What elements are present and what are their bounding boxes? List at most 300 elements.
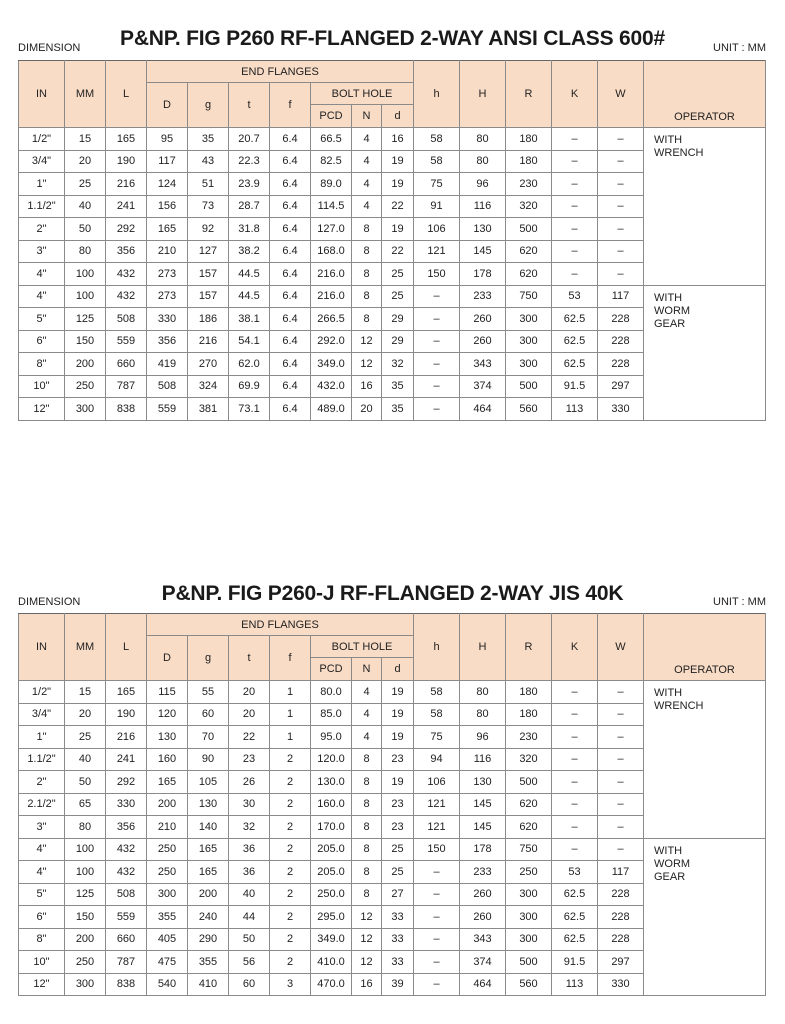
table-cell: 116	[460, 748, 506, 771]
table-cell: 8	[352, 816, 382, 839]
table-cell: 464	[460, 973, 506, 996]
table-cell: 2	[270, 951, 311, 974]
table-cell: 3/4"	[19, 703, 65, 726]
table-cell: 6.4	[270, 195, 311, 218]
table-cell: 300	[506, 928, 552, 951]
col-header-g: g	[188, 636, 229, 681]
table-cell: 44	[229, 906, 270, 929]
table-cell: 22	[382, 240, 414, 263]
col-header-bolt-d: d	[382, 105, 414, 128]
table-cell: 2	[270, 906, 311, 929]
table-cell: 20	[65, 703, 106, 726]
table-cell: 178	[460, 838, 506, 861]
table-cell: 6.4	[270, 173, 311, 196]
table-cell: 356	[106, 240, 147, 263]
table-cell: –	[552, 681, 598, 704]
col-header-r: R	[506, 61, 552, 128]
table-cell: 489.0	[311, 398, 352, 421]
table-cell: 2	[270, 816, 311, 839]
table-cell: 8"	[19, 353, 65, 376]
table-cell: 33	[382, 951, 414, 974]
table-cell: 25	[65, 173, 106, 196]
table-cell: 12"	[19, 973, 65, 996]
table-cell: 559	[106, 906, 147, 929]
table-title: P&NP. FIG P260-J RF-FLANGED 2-WAY JIS 40K	[161, 582, 624, 605]
table-cell: 343	[460, 353, 506, 376]
table-cell: 8	[352, 883, 382, 906]
operator-wrench: WITH WRENCH	[644, 128, 766, 286]
table-cell: 200	[65, 928, 106, 951]
table-cell: 150	[414, 263, 460, 286]
table-cell: 1	[270, 681, 311, 704]
table-cell: 38.1	[229, 308, 270, 331]
table-cell: 53	[552, 861, 598, 884]
table-cell: 228	[598, 883, 644, 906]
col-header-t: t	[229, 83, 270, 128]
table-cell: –	[598, 150, 644, 173]
table-cell: 6.4	[270, 240, 311, 263]
table-cell: 216	[188, 330, 229, 353]
table-cell: 121	[414, 793, 460, 816]
table-cell: 300	[506, 353, 552, 376]
table-cell: 62.5	[552, 883, 598, 906]
table-cell: 35	[382, 375, 414, 398]
table-cell: 500	[506, 771, 552, 794]
table-cell: 117	[147, 150, 188, 173]
table-cell: 250	[65, 375, 106, 398]
table-cell: 6.4	[270, 398, 311, 421]
table-cell: 4	[352, 173, 382, 196]
table-cell: 32	[229, 816, 270, 839]
table-cell: –	[414, 973, 460, 996]
table-cell: 19	[382, 681, 414, 704]
table-cell: 35	[382, 398, 414, 421]
table-cell: 205.0	[311, 861, 352, 884]
table-cell: 96	[460, 173, 506, 196]
col-header-h-upper: H	[460, 614, 506, 681]
table-cell: 130.0	[311, 771, 352, 794]
table-cell: 750	[506, 838, 552, 861]
table-cell: 500	[506, 375, 552, 398]
table-cell: 260	[460, 330, 506, 353]
table-cell: 62.0	[229, 353, 270, 376]
table-cell: 38.2	[229, 240, 270, 263]
table-cell: 50	[229, 928, 270, 951]
table-cell: 787	[106, 951, 147, 974]
table-cell: 140	[188, 816, 229, 839]
table-cell: 32	[382, 353, 414, 376]
table-cell: –	[552, 771, 598, 794]
table-cell: 1/2"	[19, 681, 65, 704]
table-cell: 180	[506, 128, 552, 151]
table-cell: 6.4	[270, 375, 311, 398]
table-cell: 300	[65, 398, 106, 421]
table-cell: 160	[147, 748, 188, 771]
table-cell: 66.5	[311, 128, 352, 151]
table-cell: 233	[460, 861, 506, 884]
table-cell: 25	[65, 726, 106, 749]
table-cell: 29	[382, 308, 414, 331]
table-cell: 216.0	[311, 285, 352, 308]
col-header-f: f	[270, 83, 311, 128]
table-cell: 156	[147, 195, 188, 218]
col-header-mm: MM	[65, 614, 106, 681]
table-cell: 6.4	[270, 353, 311, 376]
table-cell: 40	[65, 748, 106, 771]
table-cell: 31.8	[229, 218, 270, 241]
group-header-bolt-hole: BOLT HOLE	[311, 83, 414, 105]
dimension-label: DIMENSION	[18, 42, 81, 54]
table-row	[19, 128, 766, 151]
table-cell: 105	[188, 771, 229, 794]
col-header-k: K	[552, 61, 598, 128]
unit-label: UNIT : MM	[713, 42, 766, 54]
table-cell: 190	[106, 150, 147, 173]
table-cell: 260	[460, 308, 506, 331]
table-cell: 80	[460, 681, 506, 704]
table-cell: 19	[382, 726, 414, 749]
table-cell: 2"	[19, 218, 65, 241]
table-cell: 330	[106, 793, 147, 816]
table-cell: 96	[460, 726, 506, 749]
table-cell: 787	[106, 375, 147, 398]
table-cell: 410	[188, 973, 229, 996]
table-cell: 290	[188, 928, 229, 951]
table-cell: 297	[598, 375, 644, 398]
table-cell: –	[552, 218, 598, 241]
table-cell: 620	[506, 240, 552, 263]
table-cell: –	[414, 353, 460, 376]
table-cell: 292.0	[311, 330, 352, 353]
col-header-in: IN	[19, 61, 65, 128]
table-cell: –	[598, 816, 644, 839]
table-cell: 130	[460, 218, 506, 241]
table-cell: 500	[506, 951, 552, 974]
table-cell: 92	[188, 218, 229, 241]
table-cell: 240	[188, 906, 229, 929]
table-cell: 508	[106, 883, 147, 906]
table-cell: 27	[382, 883, 414, 906]
table-cell: 8	[352, 861, 382, 884]
table-cell: 4	[352, 703, 382, 726]
table-cell: 432	[106, 861, 147, 884]
table-cell: 120.0	[311, 748, 352, 771]
table-cell: 165	[106, 128, 147, 151]
table-cell: 356	[106, 816, 147, 839]
table-cell: 25	[382, 838, 414, 861]
col-header-h-lower: h	[414, 614, 460, 681]
table-cell: 3"	[19, 816, 65, 839]
col-header-pcd: PCD	[311, 105, 352, 128]
table-cell: 4	[352, 726, 382, 749]
table-cell: 6"	[19, 330, 65, 353]
table-cell: –	[414, 906, 460, 929]
table-cell: 8	[352, 218, 382, 241]
table-cell: 2.1/2"	[19, 793, 65, 816]
table-cell: 405	[147, 928, 188, 951]
table-cell: 6.4	[270, 285, 311, 308]
table-cell: 324	[188, 375, 229, 398]
table-cell: –	[598, 240, 644, 263]
table-cell: –	[598, 195, 644, 218]
table-cell: 91.5	[552, 375, 598, 398]
table-cell: 16	[352, 973, 382, 996]
table-cell: 165	[147, 218, 188, 241]
table-cell: 127.0	[311, 218, 352, 241]
table-cell: 508	[106, 308, 147, 331]
table-cell: 216.0	[311, 263, 352, 286]
table-cell: 19	[382, 150, 414, 173]
table-cell: 2	[270, 883, 311, 906]
table-cell: 233	[460, 285, 506, 308]
table-cell: 39	[382, 973, 414, 996]
table-cell: 273	[147, 285, 188, 308]
table-cell: 113	[552, 398, 598, 421]
dimension-label: DIMENSION	[18, 596, 81, 608]
table-cell: –	[414, 308, 460, 331]
table-cell: 432	[106, 285, 147, 308]
table-cell: 19	[382, 703, 414, 726]
table-cell: 1"	[19, 173, 65, 196]
table-cell: –	[414, 928, 460, 951]
table-cell: 55	[188, 681, 229, 704]
table-cell: 58	[414, 128, 460, 151]
table-cell: 23	[382, 816, 414, 839]
table-cell: 170.0	[311, 816, 352, 839]
table-cell: 241	[106, 195, 147, 218]
table-cell: 58	[414, 150, 460, 173]
table-cell: 117	[598, 861, 644, 884]
table-cell: 80	[65, 816, 106, 839]
col-header-d: D	[147, 83, 188, 128]
table-cell: 355	[147, 906, 188, 929]
table-title: P&NP. FIG P260 RF-FLANGED 2-WAY ANSI CLASS 600#	[120, 27, 665, 50]
spec-table-jis-40k	[18, 613, 766, 996]
table-cell: 165	[188, 861, 229, 884]
table-cell: 70	[188, 726, 229, 749]
table-cell: 69.9	[229, 375, 270, 398]
table-cell: 1.1/2"	[19, 748, 65, 771]
table-cell: 91.5	[552, 951, 598, 974]
table-cell: 100	[65, 285, 106, 308]
table-cell: 124	[147, 173, 188, 196]
table-cell: 2	[270, 928, 311, 951]
table-cell: 82.5	[311, 150, 352, 173]
table-cell: 6.4	[270, 150, 311, 173]
table-row	[19, 838, 766, 861]
table-cell: 130	[460, 771, 506, 794]
table-cell: 2	[270, 748, 311, 771]
table-cell: 20	[65, 150, 106, 173]
unit-label: UNIT : MM	[713, 596, 766, 608]
table-cell: 23.9	[229, 173, 270, 196]
table-cell: 330	[147, 308, 188, 331]
table-cell: 6.4	[270, 218, 311, 241]
table-cell: 228	[598, 906, 644, 929]
table-cell: 2	[270, 861, 311, 884]
table-cell: 85.0	[311, 703, 352, 726]
table-cell: 94	[414, 748, 460, 771]
table-cell: 125	[65, 308, 106, 331]
table-cell: 432	[106, 838, 147, 861]
table-cell: 106	[414, 218, 460, 241]
table-cell: 8	[352, 240, 382, 263]
table-cell: 228	[598, 928, 644, 951]
table-cell: 620	[506, 816, 552, 839]
table-cell: –	[552, 816, 598, 839]
table-cell: 8	[352, 771, 382, 794]
table-cell: 355	[188, 951, 229, 974]
table-cell: 6.4	[270, 330, 311, 353]
table-cell: 1	[270, 726, 311, 749]
col-header-t: t	[229, 636, 270, 681]
table-cell: 1/2"	[19, 128, 65, 151]
table-cell: –	[598, 218, 644, 241]
table-cell: 65	[65, 793, 106, 816]
table-cell: 300	[506, 330, 552, 353]
table-cell: 12	[352, 951, 382, 974]
table-cell: 33	[382, 928, 414, 951]
table-body	[19, 681, 766, 996]
table-cell: 660	[106, 928, 147, 951]
table-cell: 157	[188, 285, 229, 308]
table-cell: 12	[352, 330, 382, 353]
table-cell: 4	[352, 128, 382, 151]
table-cell: –	[598, 771, 644, 794]
table-cell: 89.0	[311, 173, 352, 196]
table-cell: 292	[106, 218, 147, 241]
table-cell: –	[414, 861, 460, 884]
table-cell: 241	[106, 748, 147, 771]
table-cell: 2	[270, 771, 311, 794]
col-header-pcd: PCD	[311, 658, 352, 681]
table-cell: –	[414, 951, 460, 974]
col-header-mm: MM	[65, 61, 106, 128]
table-cell: 205.0	[311, 838, 352, 861]
spec-table-ansi-600	[18, 60, 766, 421]
table-cell: 40	[65, 195, 106, 218]
table-cell: 330	[598, 973, 644, 996]
table-cell: 260	[460, 906, 506, 929]
table-cell: 51	[188, 173, 229, 196]
table-cell: 15	[65, 681, 106, 704]
table-cell: 300	[147, 883, 188, 906]
table-cell: 559	[106, 330, 147, 353]
table-cell: 113	[552, 973, 598, 996]
table-cell: 250	[506, 861, 552, 884]
col-header-k: K	[552, 614, 598, 681]
table-cell: 381	[188, 398, 229, 421]
col-header-r: R	[506, 614, 552, 681]
table-cell: 560	[506, 398, 552, 421]
table-cell: 464	[460, 398, 506, 421]
table-cell: –	[552, 263, 598, 286]
table-cell: 12	[352, 928, 382, 951]
table-cell: 8	[352, 748, 382, 771]
table-cell: –	[598, 793, 644, 816]
table-cell: 19	[382, 218, 414, 241]
table-cell: 114.5	[311, 195, 352, 218]
table-cell: 660	[106, 353, 147, 376]
table-cell: 540	[147, 973, 188, 996]
table-cell: 25	[382, 861, 414, 884]
table-cell: 73.1	[229, 398, 270, 421]
table-cell: 180	[506, 681, 552, 704]
table-cell: 6.4	[270, 308, 311, 331]
table-cell: 210	[147, 816, 188, 839]
table-body	[19, 128, 766, 421]
table-cell: 36	[229, 838, 270, 861]
table-cell: 1.1/2"	[19, 195, 65, 218]
table-cell: 75	[414, 173, 460, 196]
table-cell: 250.0	[311, 883, 352, 906]
col-header-operator: OPERATOR	[644, 614, 766, 681]
table-cell: 250	[147, 861, 188, 884]
table-cell: –	[598, 263, 644, 286]
table-cell: 230	[506, 726, 552, 749]
table-cell: 12"	[19, 398, 65, 421]
table-row	[19, 285, 766, 308]
table-cell: 432.0	[311, 375, 352, 398]
table-cell: 150	[414, 838, 460, 861]
table-cell: 250	[65, 951, 106, 974]
table-cell: 145	[460, 240, 506, 263]
table-cell: –	[552, 173, 598, 196]
table-cell: 165	[147, 771, 188, 794]
table-cell: 300	[506, 906, 552, 929]
table-cell: 150	[65, 330, 106, 353]
table-cell: 168.0	[311, 240, 352, 263]
col-header-l: L	[106, 614, 147, 681]
table-cell: 419	[147, 353, 188, 376]
table-cell: 3/4"	[19, 150, 65, 173]
table-cell: 54.1	[229, 330, 270, 353]
table-cell: 4"	[19, 263, 65, 286]
table-cell: 40	[229, 883, 270, 906]
table-cell: 186	[188, 308, 229, 331]
table-cell: 270	[188, 353, 229, 376]
table-cell: 3	[270, 973, 311, 996]
table-cell: 50	[65, 771, 106, 794]
table-cell: 12	[352, 353, 382, 376]
table-cell: 8	[352, 308, 382, 331]
table-cell: 62.5	[552, 330, 598, 353]
operator-worm-gear: WITH WORM GEAR	[644, 285, 766, 420]
table-cell: 20	[229, 681, 270, 704]
table-cell: 8"	[19, 928, 65, 951]
table-cell: 160.0	[311, 793, 352, 816]
table-cell: 8	[352, 838, 382, 861]
table-cell: 75	[414, 726, 460, 749]
table-cell: 178	[460, 263, 506, 286]
table-cell: 22	[229, 726, 270, 749]
table-cell: 4	[352, 681, 382, 704]
table-cell: 95	[147, 128, 188, 151]
table-cell: 1	[270, 703, 311, 726]
table-cell: 5"	[19, 883, 65, 906]
table-cell: 19	[382, 771, 414, 794]
table-cell: 80	[460, 128, 506, 151]
table-cell: 60	[229, 973, 270, 996]
table-cell: 300	[506, 308, 552, 331]
table-cell: 300	[506, 883, 552, 906]
table-cell: –	[598, 726, 644, 749]
table-cell: 117	[598, 285, 644, 308]
table-cell: 50	[65, 218, 106, 241]
table-cell: 200	[188, 883, 229, 906]
table-cell: 190	[106, 703, 147, 726]
table-cell: 19	[382, 173, 414, 196]
